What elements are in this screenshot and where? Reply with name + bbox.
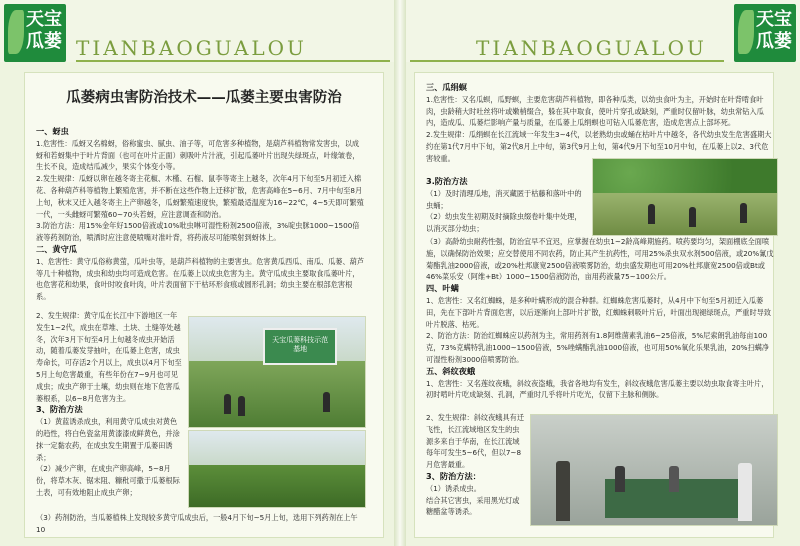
logo-line1: 天宝: [26, 9, 62, 30]
page-title: 瓜蒌病虫害防治技术——瓜蒌主要虫害防治: [66, 90, 342, 106]
subheading: 3、防治方法: [36, 404, 83, 415]
page-header: [406, 0, 800, 62]
paragraph: 结合其它害虫，采用黑光灯或糖醋盆等诱杀。: [426, 495, 520, 517]
sign-board: [263, 328, 337, 365]
paragraph: （1）诱杀成虫。: [426, 483, 481, 493]
section-mite: [426, 236, 774, 401]
section-melon-beetle-text: [36, 310, 184, 499]
paragraph: （3）药剂防治，当瓜蒌植株上发现较多黄守瓜成虫后，一般4月下旬~5月上旬，选用下列药剂在上午10: [36, 513, 358, 534]
header-rule: [410, 60, 724, 62]
paragraph: 1、危害性：又名红蜘蛛，是多种叶螨形成的混合种群。红蜘蛛危害瓜蒌时，从4月中下旬至5月初迁入瓜蒌田，先在下部叶片背面危害，以后逐渐向上部叶片扩散，红蜘蛛刺吸叶片后，叶面出现褪绿斑点，严重时导致叶片脱落、枯死。: [426, 295, 772, 329]
section-melon-beetle-tail: [36, 512, 366, 536]
paragraph: 1.危害性：又名瓜螟，瓜野螟，主要危害葫芦科植物，即各种瓜类，以幼虫食叶为主，开始时在叶背啃食叶肉，虫龄稍大时吐丝将叶或嫩梢缀合，躲在其中取食，使叶片穿孔或缺刻，严重时仅留叶脉，幼虫常钻入瓜内，造成瓜、瓜蒌烂影响产量与质量，在瓜蒌上瓜绢螟也可钻入瓜蒌危害，造成危害点上部坏死。: [426, 94, 764, 128]
paragraph: （2）减少产卵，在成虫产卵高峰，5~8月份，将草木灰、锯末阻、糠秕可撒于瓜蒌根际土表，可有效地阻止成虫产卵；: [36, 464, 180, 497]
paragraph: （2）幼虫发生初期及时摘除虫缀卷叶集中处理，以消灭部分幼虫；: [426, 212, 582, 234]
section-heading: 三、瓜绢螟: [426, 82, 467, 92]
section-melon-borer-methods: [426, 176, 586, 235]
section-heading: 一、蚜虫: [36, 126, 69, 136]
training-session-photo: [530, 414, 778, 526]
leaf-mark-icon: [8, 10, 24, 54]
leaf-mark-icon: [738, 10, 754, 54]
right-page: [406, 0, 800, 546]
header-rule: [76, 60, 390, 62]
logo-line2: 瓜蒌: [756, 31, 792, 52]
paragraph: 2、发生规律：斜纹夜蛾具有迁飞性，长江流域地区发生的虫源多来自于华南，在长江流域每年可发生5~6代，但以7~8月危害最重。: [426, 413, 525, 470]
field-sign-photo: [188, 316, 366, 428]
paragraph: 2、防治方法：防治红蜘蛛应以药剂为主，常用药剂有1.8阿维菌素乳油6~25倍液，5%尼索朗乳油每亩100克，73%克螨特乳油1000~1500倍液，5%唑螨酯乳油1000倍液，也可用50%氧化乐果乳油，20%扫螨净可湿性粉剂3000倍喷雾防治。: [426, 331, 770, 364]
section-melon-borer: [426, 82, 774, 165]
brand-wordmark: TIANBAOGUALOU: [476, 36, 707, 60]
brand-wordmark: TIANBAOGUALOU: [76, 36, 307, 60]
subheading: 3、防治方法：: [426, 470, 481, 481]
spine-gutter: [394, 0, 406, 546]
section-heading: 二、黄守瓜: [36, 243, 77, 254]
section-heading: 五、斜纹夜蛾: [426, 365, 476, 376]
paragraph: 2.发生规律：瓜绢螟在长江流域一年发生3~4代，以老熟幼虫或蛹在枯叶片中越冬，各代幼虫发生危害盛期大约在第1代7月中下旬，第2代8月上中旬，第3代9月上旬，第4代9月下旬至10月中旬，在瓜蒌上以2、3代危害较重。: [426, 130, 772, 163]
section-armyworm-text: [426, 412, 526, 518]
paragraph: 1、危害性：又名莲纹夜蛾，斜纹夜盗蛾，我省各地均有发生，斜纹夜蛾危害瓜蒌主要以幼虫取食寄主叶片，初时啃叶片吃成缺刻、孔洞，严重时几乎将叶片吃光，仅留下主脉和侧脉。: [426, 378, 769, 400]
paragraph: 3.防治方法：用15%金年好1500倍液或10%吡虫啉可湿性粉剂2500倍液，3%啶虫脒1000~1500倍液等药剂防治，喷洒时应注意使喷嘴对准叶背，将药液尽可能喷射到蚜体上。: [36, 221, 360, 243]
trellis-field-photo: [592, 158, 778, 236]
page-header: [0, 0, 394, 62]
paragraph: 1.危害性：瓜蚜又名棉蚜，俗称蜜虫、腻虫、油子等，可危害多种植物，是葫芦科植物常发害虫，以成蚜和若蚜集中于叶片背面（也可在叶片正面）刺吸叶片汁液，引起瓜蒌叶片出现失绿斑点，叶缘皱卷，生长不良，造成结瓜减少，果实个体变小等。: [36, 138, 360, 172]
logo-line2: 瓜蒌: [26, 31, 62, 52]
field-landscape-photo: [188, 430, 366, 508]
paragraph: （1）及时清理瓜地，消灭藏匿于枯藤和落叶中的虫蛹；: [426, 188, 582, 210]
paragraph: 2、发生规律：黄守瓜在长江中下游地区一年发生1~2代，成虫在草堆、土块、土缝等处越冬，次年3月下旬至4月上旬越冬成虫开始活动，随着瓜蒌发芽抽叶，在瓜蒌上危害，成虫寿命长，可存活2个月以上，成虫以4月下旬至5月上旬危害最重，有些年份在7~9月也可见成虫；成虫产卵于土壤，幼虫则在地下危害瓜蒌根系，以6~8月危害为主。: [36, 311, 182, 403]
sign-text: 天宝瓜蒌科技示范基地: [272, 336, 329, 353]
paragraph: （3）高龄幼虫耐药性强，防治宜早不宜迟，应掌握在幼虫1~2龄高峰期施药。喷药要均匀，架面棚底全面喷施，以确保防治效果；应交替使用不同农药，防止其产生抗药性，可用25%杀虫双水剂500倍液，或20%氰戊菊酯乳油2000倍液，或20%杜邦康宽2500倍液喷雾防治，幼虫盛发期也可用20%杜邦康宽2500倍或Bt或46%菜乐安（阿维+Bt）1000~1500倍液防治，亩用药液量75~100公斤。: [426, 237, 774, 282]
logo-line1: 天宝: [756, 9, 792, 30]
section-aphid: [36, 126, 366, 303]
left-page: [0, 0, 394, 546]
brand-logo: [734, 4, 796, 62]
section-heading: 四、叶螨: [426, 283, 459, 294]
brand-logo: [4, 4, 66, 62]
paragraph: 1、危害性：黄守瓜俗称黄萤，瓜叶虫等，是葫芦科植物的主要害虫。危害黄瓜西瓜、南瓜、瓜蒌、葫芦等几十种植物，成虫和幼虫均可造成危害。在瓜蒌上以成虫危害为主。黄守瓜成虫主要取食瓜蒌叶片，也危害花和幼果，食叶时咬食叶肉，叶片表面留下干枯环形食痕或圆形孔洞；幼虫主要在根部危害根系。: [36, 256, 365, 302]
paragraph: （1）黄蓝诱杀成虫，利用黄守瓜成虫对黄色的趋性，将白色瓷盆用黄漆漆成鲜黄色，并涂抹一定黏农药，在成虫发生期置于瓜蒌田诱杀；: [36, 417, 180, 462]
subheading: 3.防治方法: [426, 176, 468, 186]
paragraph: 2.发生规律：瓜蚜以卵在越冬寄主花椒、木槿、石榴、鼠李等寄主上越冬，次年4月下旬至5月初迁入棉花、各种葫芦科等植物上繁殖危害，并不断在这些作物上迁移扩散，危害高峰在5~6月、7月中旬至8月上旬，秋末又迁入越冬寄主上产卵越冬，瓜蚜繁殖速度快，繁殖最适温度为16~22℃，4~5天即可繁殖一代，一头雌蚜可繁殖60~70头若蚜，应注意调查和防治。: [36, 174, 364, 219]
